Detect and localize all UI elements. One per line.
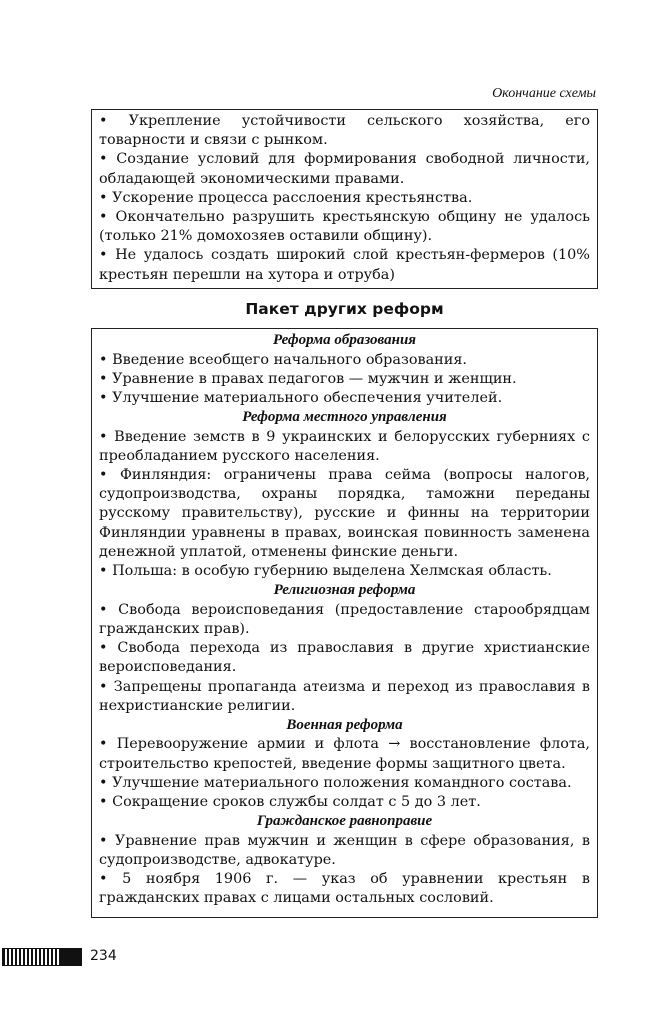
religious-reform-title: Религиозная реформа [273, 582, 416, 599]
section-heading: Пакет других реформ [245, 300, 444, 318]
military-reform-title: Военная реформа [286, 716, 403, 733]
local-government-reform-title: Реформа местного управления [242, 409, 447, 426]
result-item: • Окончательно разрушить крестьянскую общину не удалось (только 21% домохозяев оставили общину). [99, 209, 590, 245]
list-item: • Запрещены пропаганда атеизма и переход из православия в нехристианские религии. [99, 678, 590, 714]
list-item: • Улучшение материального обеспечения учителей. [99, 389, 503, 406]
list-item: • Свобода перехода из православия в другие христианские вероисповедания. [99, 640, 590, 676]
list-item: • Финляндия: ограничены права сейма (вопросы налогов, судопроизводства, охраны порядка, таможни переданы русскому правительству), русские и финны на территории Финляндии уравнены в правах, воинская повинность заменена денежной уплатой, отменены финские деньги. [99, 467, 590, 560]
results-box [91, 109, 598, 289]
result-item: • Ускорение процесса расслоения крестьянства. [99, 189, 473, 206]
list-item: • Улучшение материального положения командного состава. [99, 774, 572, 791]
list-item: • Перевооружение армии и флота → восстановление флота, строительство крепостей, введение формы защитного цвета. [99, 736, 590, 772]
list-item: • Введение земств в 9 украинских и белорусских губерниях с преобладанием русского населения. [99, 428, 590, 464]
reforms-box [91, 328, 598, 918]
result-item: • Создание условий для формирования свободной личности, обладающей экономическими правами. [99, 151, 590, 187]
list-item: • Введение всеобщего начального образования. [99, 351, 468, 368]
page-number: 234 [90, 948, 117, 964]
page-marker-bar [2, 948, 82, 966]
list-item: • Уравнение в правах педагогов — мужчин и женщин. [99, 370, 517, 387]
civil-equality-title: Гражданское равноправие [256, 813, 433, 830]
list-item: • Свобода вероисповедания (предоставление старообрядцам гражданских прав). [99, 601, 590, 637]
list-item: • Сокращение сроков службы солдат с 5 до 3 лет. [99, 794, 481, 811]
list-item: • 5 ноября 1906 г. — указ об уравнении крестьян в гражданских правах с лицами остальных сословий. [99, 871, 590, 907]
list-item: • Уравнение прав мужчин и женщин в сфере образования, в судопроизводстве, адвокатуре. [99, 832, 590, 868]
scheme-caption: Окончание схемы [492, 86, 596, 101]
result-item: • Укрепление устойчивости сельского хозяйства, его товарности и связи с рынком. [99, 113, 590, 149]
result-item: • Не удалось создать широкий слой крестьян-фермеров (10% крестьян перешли на хутора и отруба) [99, 247, 590, 283]
education-reform-title: Реформа образования [272, 332, 417, 348]
list-item: • Польша: в особую губернию выделена Хелмская область. [99, 563, 552, 580]
